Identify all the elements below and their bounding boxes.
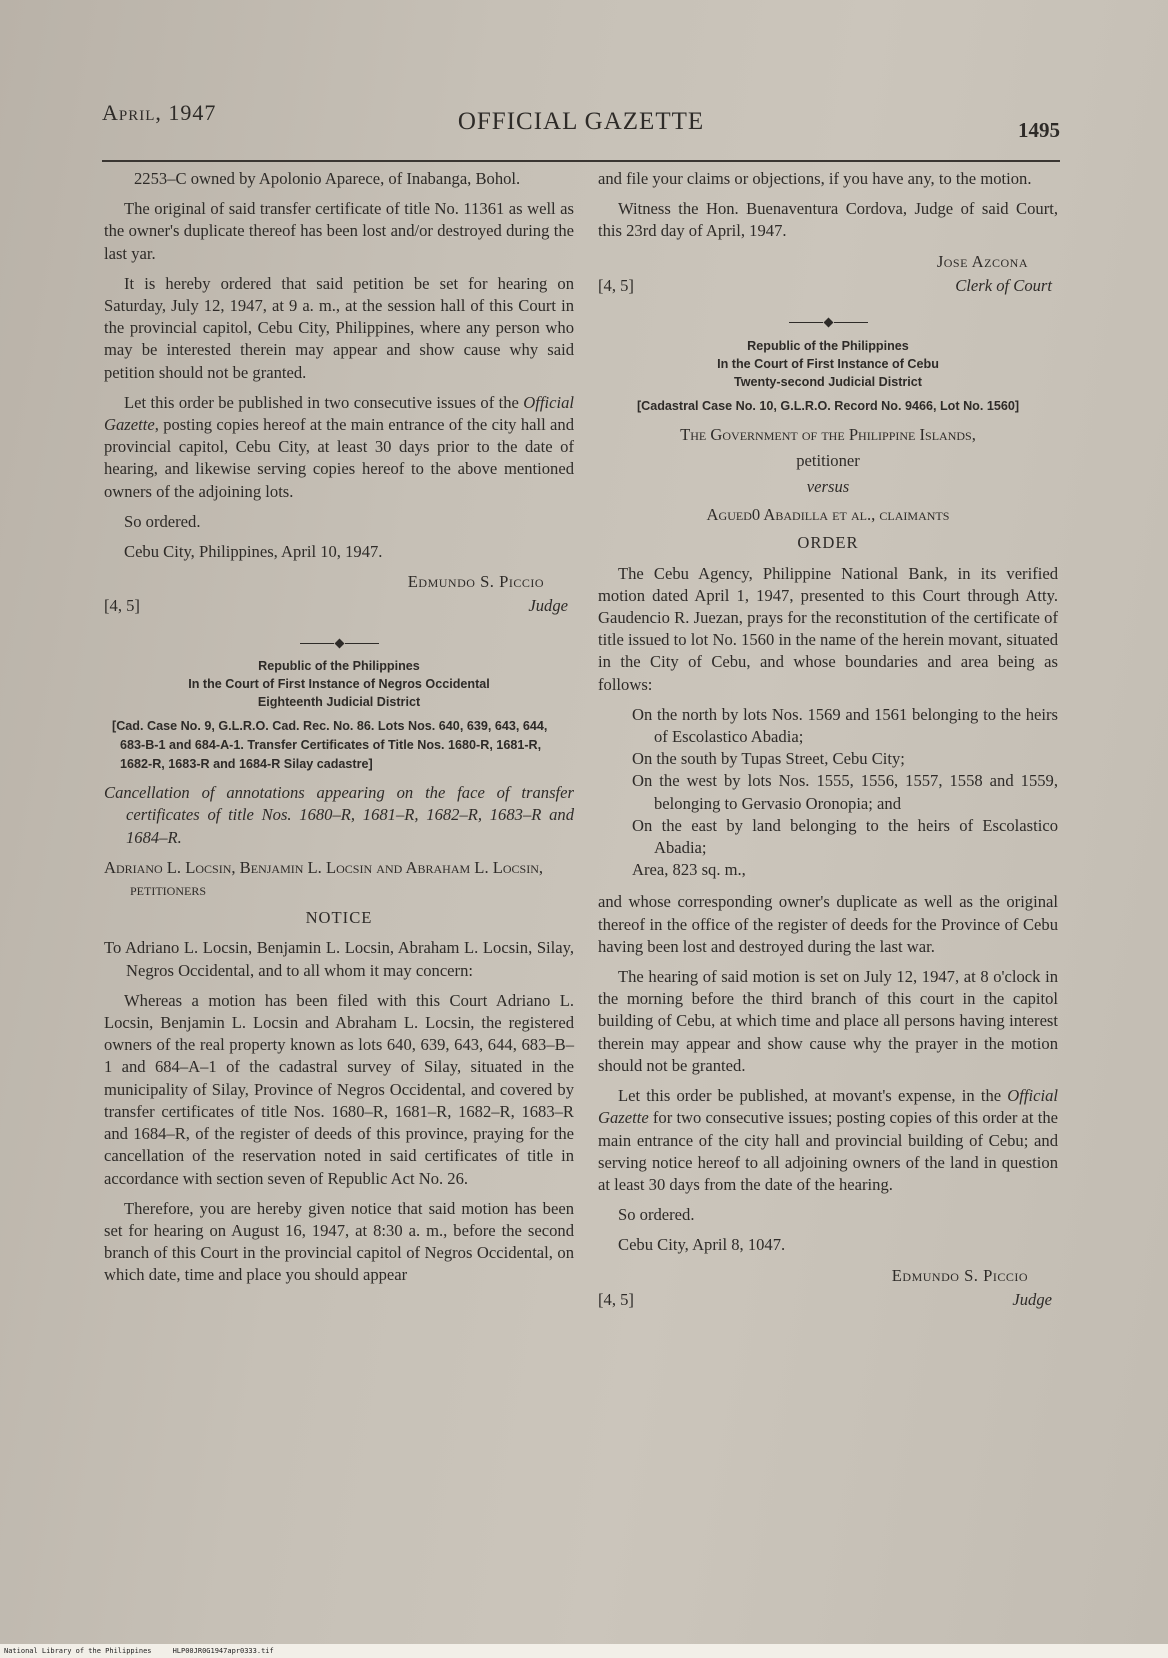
paragraph: and file your claims or objections, if you have any, to the motion.	[598, 169, 1032, 188]
paragraph: Whereas a motion has been filed with this Court Adriano L. Locsin, Benjamin L. Locsin and Abraham L. Locsin, the registered owners of the real property known as lots 640, 639, 643, 644, 683–B–1 and 684–A–1 of the cadastral survey of Silay, situated in the municipality of Silay, Province of Negros Occidental, and covered by transfer certificates of title Nos. 1680–R, 1681–R, 1682–R, 1683–R and 1684–R, of the register of deeds of this province, praying for the cancellation of the reservation noted in said certificates of title in accordance with section seven of Republic Act No. 26.	[104, 990, 574, 1188]
addressee: To Adriano L. Locsin, Benjamin L. Locsin, Abraham L. Locsin, Silay, Negros Occidental, and to all whom it may concern:	[104, 938, 574, 980]
court-line: Republic of the Philippines	[258, 659, 420, 674]
court-heading	[598, 337, 1058, 391]
gazette-name: Official Gazette	[104, 392, 574, 435]
page-header	[102, 96, 1060, 146]
court-line: In the Court of First Instance of Cebu	[717, 356, 939, 371]
court-heading	[104, 657, 574, 711]
issue-reference: [4, 5]	[598, 1289, 634, 1309]
boundary-item: Area, 823 sq. m.,	[632, 860, 746, 880]
boundary-item: On the west by lots Nos. 1555, 1556, 1557, 1558 and 1559, belonging to Gervasio Oronopia; and	[632, 771, 1058, 813]
signatory-title: Judge	[528, 596, 568, 616]
signatory-name: Edmundo S. Piccio	[891, 1265, 1028, 1285]
right-column	[598, 168, 1058, 1325]
paragraph: Cebu City, Philippines, April 10, 1947.	[124, 542, 383, 562]
paragraph: Cebu City, April 8, 1047.	[618, 1235, 786, 1255]
court-line: Eighteenth Judicial District	[257, 695, 421, 710]
case-caption: [Cadastral Case No. 10, G.L.R.O. Record No. 9466, Lot No. 1560]	[636, 398, 1020, 413]
petitioner-name: The Government of the Philippine Islands,	[680, 424, 976, 444]
scan-footer: National Library of the Philippines HLP00JR0G1947apr0333.tif	[4, 1647, 274, 1655]
paragraph: So ordered.	[124, 511, 201, 531]
paragraph: and whose corresponding owner's duplicate as well as the original thereof in the office of the register of deeds for the Province of Cebu having been lost and destroyed during the last war.	[598, 892, 1058, 956]
header-date: April, 1947	[102, 100, 217, 125]
paragraph: It is hereby ordered that said petition be set for hearing on Saturday, July 12, 1947, at 9 a. m., at the session hall of this Court in the provincial capitol, Cebu City, Philippines, where any person who may be interested therein may appear and show cause why said petition should not be granted.	[104, 273, 574, 382]
boundary-item: On the south by Tupas Street, Cebu City;	[632, 749, 905, 769]
header-title: OFFICIAL GAZETTE	[457, 108, 705, 135]
signatory-title: Judge	[1012, 1289, 1052, 1309]
court-line: Twenty-second Judicial District	[733, 374, 922, 389]
paragraph-text: Let this order be published, at movant's expense, in the	[618, 1086, 1008, 1106]
section-divider	[598, 311, 1058, 329]
case-parties: Adriano L. Locsin, Benjamin L. Locsin and Abraham L. Locsin, petitioners	[104, 857, 544, 900]
notice-heading: NOTICE	[305, 908, 373, 928]
order-heading: ORDER	[797, 533, 859, 553]
paragraph: So ordered.	[618, 1205, 695, 1225]
boundary-item: On the east by land belonging to the heirs of Escolastico Abadia;	[632, 815, 1058, 858]
signatory-name: Jose Azcona	[936, 251, 1028, 271]
signature-block	[104, 571, 574, 623]
diamond-ornament-icon	[334, 638, 344, 648]
signature-block	[598, 1265, 1058, 1317]
court-line: In the Court of First Instance of Negros Occidental	[188, 677, 490, 692]
paragraph	[104, 392, 574, 503]
page-number: 1495	[1018, 118, 1060, 142]
paragraph: The original of said transfer certificate of title No. 11361 as well as the owner's duplicate thereof has been lost and/or destroyed during the last yar.	[104, 199, 574, 263]
signatory-name: Edmundo S. Piccio	[407, 572, 544, 592]
gazette-name: Official Gazette	[598, 1086, 1058, 1128]
court-line: Republic of the Philippines	[747, 338, 909, 353]
paragraph-text: Let this order be published in two consecutive issues of the	[124, 392, 524, 412]
claimants: Agued0 Abadilla et al., claimants	[706, 505, 950, 525]
paragraph: The hearing of said motion is set on July 12, 1947, at 8 o'clock in the morning before the third branch of this court in the capitol building of Cebu, at which time and place all persons having interest therein may appear and show cause why the prayer in the motion should not be granted.	[598, 967, 1058, 1075]
issue-reference: [4, 5]	[598, 275, 634, 295]
petitioner-role: petitioner	[796, 450, 860, 470]
issue-reference: [4, 5]	[104, 596, 140, 616]
signatory-title: Clerk of Court	[955, 275, 1052, 295]
left-column	[104, 168, 574, 1295]
versus-label: versus	[806, 477, 850, 497]
boundary-item: On the north by lots Nos. 1569 and 1561 belonging to the heirs of Escolastico Abadia;	[632, 704, 1058, 747]
paragraph: Therefore, you are hereby given notice that said motion has been set for hearing on August 16, 1947, at 8:30 a. m., before the second branch of this Court in the provincial capitol of Negros Occidental, on which date, time and place you should appear	[104, 1198, 574, 1285]
case-caption: [Cad. Case No. 9, G.L.R.O. Cad. Rec. No. 86. Lots Nos. 640, 639, 643, 644, 683-B-1 and 684-A-1. Transfer Certificates of Title Nos. 1680-R, 1681-R, 1682-R, 1683-R and 1684-R Silay cadastre]	[112, 719, 548, 772]
diamond-ornament-icon	[823, 318, 833, 328]
paragraph-text: , posting copies hereof at the main entrance of the city hall and provincial capitol, Cebu City, at least 30 days prior to the date of hearing, and likewise serving copies hereof to the above mentioned owners of the adjoining lots.	[104, 415, 574, 501]
boundaries-list	[598, 704, 1058, 882]
paragraph: The Cebu Agency, Philippine National Bank, in its verified motion dated April 1, 1947, presented to this Court through Atty. Gaudencio R. Juezan, prays for the reconstitution of the certificate of title issued to lot No. 1560 in the name of the herein movant, situated in the City of Cebu, and whose boundaries and area being as follows:	[598, 563, 1058, 694]
section-divider	[104, 631, 574, 649]
header-rule	[102, 160, 1060, 162]
case-subject: Cancellation of annotations appearing on the face of transfer certificates of title Nos. 1680–R, 1681–R, 1682–R, 1683–R and 1684–R.	[104, 783, 574, 847]
signature-block	[598, 251, 1058, 303]
paragraph-text: for two consecutive issues; posting copies of this order at the main entrance of the city hall and provincial building of Cebu; and serving notice hereof to all adjoining owners of the land in question at least 30 days from the date of the hearing.	[598, 1108, 1058, 1194]
paragraph: 2253–C owned by Apolonio Aparece, of Inabanga, Bohol.	[134, 169, 521, 188]
paragraph	[598, 1085, 1058, 1196]
paragraph: Witness the Hon. Buenaventura Cordova, Judge of said Court, this 23rd day of April, 1947.	[598, 199, 1058, 241]
